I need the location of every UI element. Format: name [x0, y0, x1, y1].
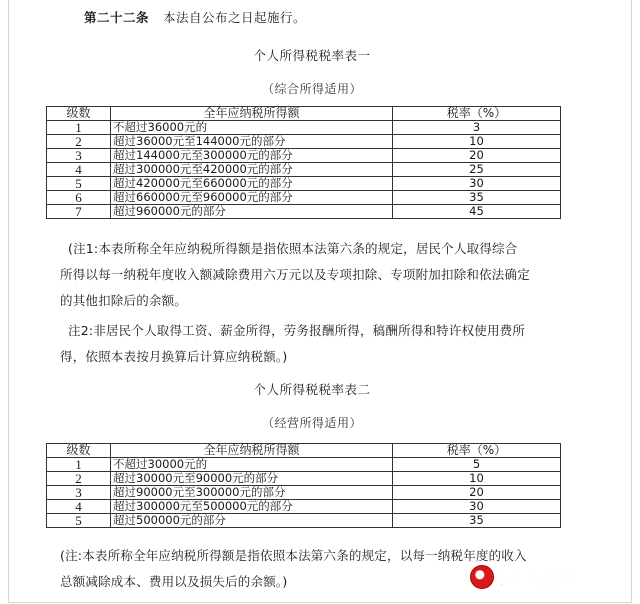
cell-rate: 30	[393, 500, 561, 514]
cell-level: 4	[47, 163, 111, 177]
cell-level: 6	[47, 191, 111, 205]
table1-subtitle: （综合所得适用）	[261, 82, 362, 96]
note-3: (注:本表所称全年应纳税所得额是指依照本法第六条的规定，以每一纳税年度的收入总额减除成本、费用以及损失后的余额。)	[60, 548, 527, 589]
table-row	[47, 177, 561, 191]
header-rate: 税率（%）	[393, 107, 561, 121]
table2-title: 个人所得税税率表二	[253, 382, 371, 397]
table-row	[47, 205, 561, 219]
note-1: (注1:本表所称全年应纳税所得额是指依照本法第六条的规定，居民个人取得综合所得以每一纳税年度收入额减除费用六万元以及专项扣除、专项附加扣除和依法确定的其他扣除后的余额。	[60, 241, 530, 308]
cell-rate: 45	[393, 205, 561, 219]
table-row	[47, 121, 561, 135]
cell-rate: 3	[393, 121, 561, 135]
table-header-row	[47, 107, 561, 121]
cell-rate: 10	[393, 472, 561, 486]
cell-rate: 35	[393, 191, 561, 205]
cell-level: 3	[47, 149, 111, 163]
cell-level: 5	[47, 514, 111, 528]
article-number: 第二十二条	[84, 10, 150, 25]
table-row	[47, 191, 561, 205]
cell-range: 不超过30000元的	[111, 458, 393, 472]
tax-rate-table-2	[46, 443, 561, 528]
table1-title: 个人所得税税率表一	[253, 48, 371, 63]
table-row	[47, 458, 561, 472]
cell-range: 超过36000元至144000元的部分	[111, 135, 393, 149]
header-rate: 税率（%）	[393, 444, 561, 458]
cell-range: 超过420000元至660000元的部分	[111, 177, 393, 191]
cell-level: 1	[47, 121, 111, 135]
table-row	[47, 514, 561, 528]
table2-subtitle: （经营所得适用）	[261, 416, 362, 430]
table-row	[47, 163, 561, 177]
watermark-logo-icon	[470, 565, 494, 589]
header-range: 全年应纳税所得额	[111, 107, 393, 121]
cell-range: 超过660000元至960000元的部分	[111, 191, 393, 205]
article-line	[84, 8, 306, 26]
cell-range: 超过300000元至420000元的部分	[111, 163, 393, 177]
table-header-row	[47, 444, 561, 458]
table-row	[47, 149, 561, 163]
cell-rate: 25	[393, 163, 561, 177]
article-text: 本法自公布之日起施行。	[163, 10, 307, 25]
header-level: 级数	[47, 444, 111, 458]
cell-rate: 5	[393, 458, 561, 472]
cell-level: 2	[47, 472, 111, 486]
cell-range: 超过960000元的部分	[111, 205, 393, 219]
table1-body	[47, 121, 561, 219]
cell-range: 超过300000元至500000元的部分	[111, 500, 393, 514]
tax-rate-table-1	[46, 106, 561, 219]
note-2: 注2:非居民个人取得工资、薪金所得，劳务报酬所得，稿酬所得和特许权使用费所得，依照本表按月换算后计算应纳税额。)	[60, 323, 526, 364]
cell-level: 2	[47, 135, 111, 149]
cell-rate: 35	[393, 514, 561, 528]
table2-body	[47, 458, 561, 528]
cell-rate: 20	[393, 149, 561, 163]
cell-range: 超过30000元至90000元的部分	[111, 472, 393, 486]
watermark	[470, 563, 574, 590]
cell-level: 1	[47, 458, 111, 472]
cell-rate: 10	[393, 135, 561, 149]
table-row	[47, 472, 561, 486]
watermark-text: 江西龙网	[498, 567, 575, 589]
cell-level: 3	[47, 486, 111, 500]
table-row	[47, 135, 561, 149]
cell-level: 7	[47, 205, 111, 219]
header-range: 全年应纳税所得额	[111, 444, 393, 458]
header-level: 级数	[47, 107, 111, 121]
cell-rate: 20	[393, 486, 561, 500]
cell-level: 4	[47, 500, 111, 514]
cell-range: 超过144000元至300000元的部分	[111, 149, 393, 163]
table-row	[47, 500, 561, 514]
cell-rate: 30	[393, 177, 561, 191]
cell-range: 超过90000元至300000元的部分	[111, 486, 393, 500]
cell-range: 超过500000元的部分	[111, 514, 393, 528]
table-row	[47, 486, 561, 500]
cell-level: 5	[47, 177, 111, 191]
cell-range: 不超过36000元的	[111, 121, 393, 135]
